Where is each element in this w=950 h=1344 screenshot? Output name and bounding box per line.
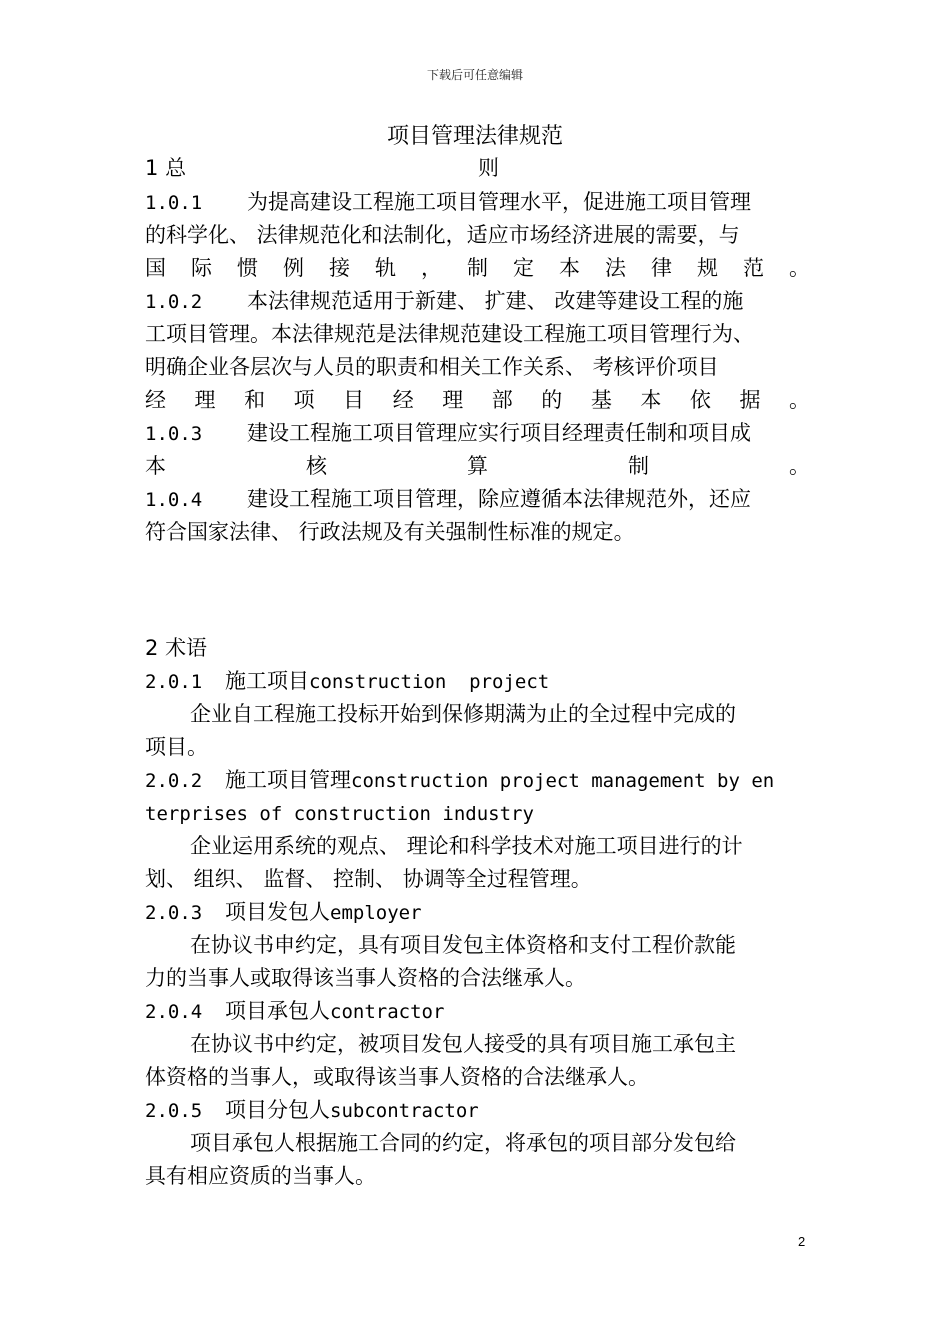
term-cn: 施工项目管理 bbox=[225, 768, 351, 792]
term-number: 2.0.3 bbox=[145, 902, 203, 924]
term-en: contractor bbox=[330, 1001, 445, 1023]
term-cn: 施工项目 bbox=[225, 669, 309, 693]
clause-text: 为提高建设工程施工项目管理水平，促进施工项目管理 bbox=[247, 190, 751, 214]
term-en: construction project management by en bbox=[351, 770, 775, 792]
para-1-0-2-line4: 经 理 和 项 目 经 理 部 的 基 本 依 据 。 bbox=[145, 388, 810, 412]
para-1-0-1-line2 bbox=[145, 219, 810, 252]
para-1-0-3-line2: 本 核 算 制 。 bbox=[145, 454, 810, 478]
term-en: construction project bbox=[309, 671, 550, 693]
clause-text: 的科学化、 法律规范化和法制化，适应市场经济进展的需要，与 bbox=[145, 223, 740, 247]
para-1-0-4-line2: 符合国家法律、 行政法规及有关强制性标准的规定。 bbox=[145, 520, 635, 544]
term-2-0-1 bbox=[145, 665, 810, 699]
term-2-0-5-desc2: 具有相应资质的当事人。 bbox=[145, 1164, 376, 1188]
section2-heading-text: 术语 bbox=[165, 636, 208, 660]
clause-number: 1.0.2 bbox=[145, 291, 203, 313]
document-title: 项目管理法律规范 bbox=[386, 124, 563, 149]
clause-number: 1.0.3 bbox=[145, 423, 203, 445]
para-1-0-2-line3: 明确企业各层次与人员的职责和相关工作关系、 考核评价项目 bbox=[145, 355, 719, 379]
page-number: 2 bbox=[798, 1234, 806, 1249]
term-2-0-4 bbox=[145, 995, 810, 1029]
term-cn: 项目发包人 bbox=[225, 900, 330, 924]
term-cn: 项目分包人 bbox=[225, 1098, 330, 1122]
term-en-continued: terprises of construction industry bbox=[145, 803, 534, 825]
section2-number: 2 bbox=[145, 636, 159, 660]
para-1-0-3-line1 bbox=[145, 417, 810, 451]
term-2-0-2-en-cont bbox=[145, 797, 810, 831]
section1-number: 1 bbox=[145, 156, 159, 180]
term-2-0-1-desc1: 企业自工程施工投标开始到保修期满为止的全过程中完成的 bbox=[190, 702, 736, 726]
para-1-0-1-line1 bbox=[145, 186, 810, 220]
term-2-0-5-desc1: 项目承包人根据施工合同的约定，将承包的项目部分发包给 bbox=[190, 1131, 736, 1155]
clause-text: 本法律规范适用于新建、 扩建、 改建等建设工程的施 bbox=[247, 289, 744, 313]
para-1-0-4-line1 bbox=[145, 483, 810, 517]
term-2-0-1-desc2: 项目。 bbox=[145, 735, 208, 759]
term-2-0-2-desc1: 企业运用系统的观点、 理论和科学技术对施工项目进行的计 bbox=[190, 834, 743, 858]
term-cn: 项目承包人 bbox=[225, 999, 330, 1023]
para-1-0-2-line1 bbox=[145, 285, 810, 319]
term-number: 2.0.5 bbox=[145, 1100, 203, 1122]
term-2-0-4-desc1: 在协议书中约定，被项目发包人接受的具有项目施工承包主 bbox=[190, 1032, 736, 1056]
term-2-0-5 bbox=[145, 1094, 810, 1128]
term-number: 2.0.4 bbox=[145, 1001, 203, 1023]
para-1-0-1-line3: 国 际 惯 例 接 轨 ， 制 定 本 法 律 规 范 。 bbox=[145, 256, 810, 280]
term-2-0-2-desc2: 划、 组织、 监督、 控制、 协调等全过程管理。 bbox=[145, 867, 592, 891]
section1-heading-a: 总 bbox=[165, 156, 187, 180]
term-2-0-2 bbox=[145, 764, 810, 798]
term-2-0-3-desc2: 力的当事人或取得该当事人资格的合法继承人。 bbox=[145, 966, 586, 990]
para-1-0-2-line2: 工项目管理。本法律规范是法律规范建设工程施工项目管理行为、 bbox=[145, 322, 754, 346]
header-note: 下载后可任意编辑 bbox=[426, 68, 523, 82]
section2-heading bbox=[145, 632, 207, 665]
term-number: 2.0.1 bbox=[145, 671, 203, 693]
term-2-0-3 bbox=[145, 896, 810, 930]
clause-number: 1.0.1 bbox=[145, 192, 203, 214]
term-2-0-4-desc2: 体资格的当事人，或取得该当事人资格的合法继承人。 bbox=[145, 1065, 649, 1089]
term-en: employer bbox=[330, 902, 422, 924]
term-2-0-3-desc1: 在协议书申约定，具有项目发包主体资格和支付工程价款能 bbox=[190, 933, 736, 957]
term-number: 2.0.2 bbox=[145, 770, 203, 792]
clause-number: 1.0.4 bbox=[145, 489, 203, 511]
clause-text: 建设工程施工项目管理，除应遵循本法律规范外，还应 bbox=[247, 487, 751, 511]
clause-text: 建设工程施工项目管理应实行项目经理责任制和项目成 bbox=[247, 421, 751, 445]
term-en: subcontractor bbox=[330, 1100, 479, 1122]
section1-heading-b: 则 bbox=[478, 156, 499, 180]
section1-heading bbox=[145, 152, 186, 185]
